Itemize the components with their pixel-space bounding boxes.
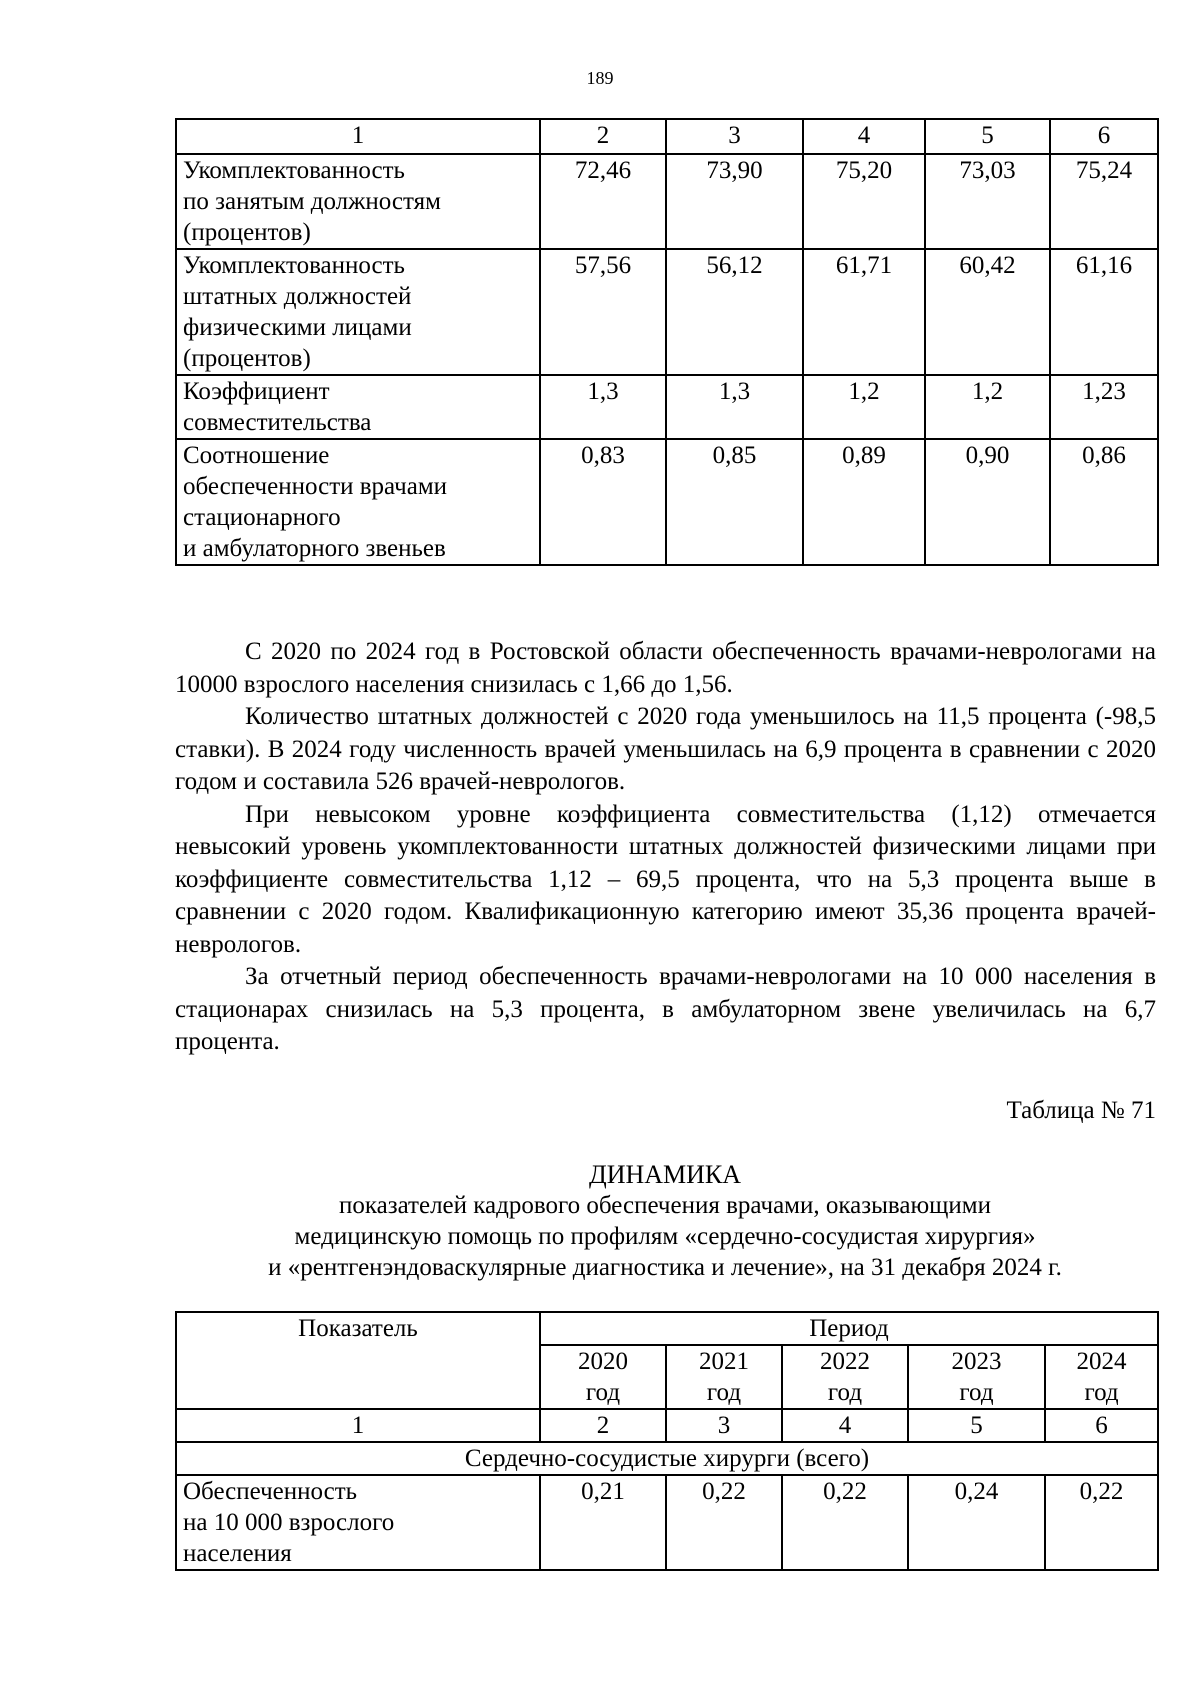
year-header: 2023 год bbox=[908, 1345, 1045, 1409]
section-row bbox=[176, 1442, 1158, 1475]
table-row bbox=[176, 1475, 1158, 1570]
table-cell: 1,3 bbox=[540, 375, 666, 439]
table-title bbox=[100, 1159, 1200, 1283]
column-number-row bbox=[176, 1409, 1158, 1442]
table-row bbox=[176, 249, 1158, 375]
column-number: 1 bbox=[176, 119, 540, 154]
row-label: Соотношение обеспеченности врачами стационарного и амбулаторного звеньев bbox=[176, 439, 540, 565]
table-cell: 0,22 bbox=[782, 1475, 908, 1570]
table-cell: 56,12 bbox=[666, 249, 803, 375]
table-cell: 0,22 bbox=[666, 1475, 782, 1570]
table-row bbox=[176, 154, 1158, 249]
header-row bbox=[176, 1312, 1158, 1345]
table-cell: 61,71 bbox=[803, 249, 925, 375]
table-cell: 57,56 bbox=[540, 249, 666, 375]
row-label: Укомплектованность по занятым должностям (процентов) bbox=[176, 154, 540, 249]
column-number: 4 bbox=[782, 1409, 908, 1442]
table-cell: 72,46 bbox=[540, 154, 666, 249]
column-number: 1 bbox=[176, 1409, 540, 1442]
table-cell: 73,90 bbox=[666, 154, 803, 249]
column-number: 3 bbox=[666, 1409, 782, 1442]
table-cell: 0,86 bbox=[1050, 439, 1158, 565]
table-cell: 0,22 bbox=[1045, 1475, 1158, 1570]
table-cell: 0,24 bbox=[908, 1475, 1045, 1570]
table-row bbox=[176, 439, 1158, 565]
table-cell: 0,89 bbox=[803, 439, 925, 565]
year-header: 2020 год bbox=[540, 1345, 666, 1409]
table-cell: 0,85 bbox=[666, 439, 803, 565]
column-number-row bbox=[176, 119, 1158, 154]
paragraph: При невысоком уровне коэффициента совместительства (1,12) отмечается невысокий уровень укомплектованности штатных должностей физическими лицами при коэффициенте совместительства 1,12 – 69,5 процента, что на 5,3 процента выше в сравнении с 2020 годом. Квалификационную категорию имеют 35,36 процента врачей-неврологов. bbox=[175, 800, 1156, 958]
table-cell: 0,21 bbox=[540, 1475, 666, 1570]
table-cell: 75,24 bbox=[1050, 154, 1158, 249]
year-header: 2021 год bbox=[666, 1345, 782, 1409]
table-cell: 75,20 bbox=[803, 154, 925, 249]
column-number: 6 bbox=[1045, 1409, 1158, 1442]
table-cell: 60,42 bbox=[925, 249, 1050, 375]
period-header: Период bbox=[540, 1312, 1158, 1345]
indicator-header: Показатель bbox=[176, 1312, 540, 1409]
body-text bbox=[175, 636, 1156, 1059]
table-cell: 1,2 bbox=[925, 375, 1050, 439]
title-line: и «рентгенэндоваскулярные диагностика и лечение», на 31 декабря 2024 г. bbox=[268, 1254, 1062, 1281]
title-line: медицинскую помощь по профилям «сердечно-сосудистая хирургия» bbox=[294, 1223, 1036, 1250]
table-cell: 0,83 bbox=[540, 439, 666, 565]
paragraph: С 2020 по 2024 год в Ростовской области обеспеченность врачами-неврологами на 10000 взрослого населения снизилась с 1,66 до 1,56. bbox=[175, 638, 1156, 698]
table-caption: Таблица № 71 bbox=[1006, 1097, 1156, 1124]
column-number: 2 bbox=[540, 119, 666, 154]
staffing-table-71 bbox=[175, 1311, 1159, 1571]
column-number: 6 bbox=[1050, 119, 1158, 154]
paragraph: За отчетный период обеспеченность врачами-неврологами на 10 000 населения в стационарах снизилась на 5,3 процента, в амбулаторном звене увеличилась на 6,7 процента. bbox=[175, 963, 1156, 1055]
table-cell: 1,3 bbox=[666, 375, 803, 439]
row-label: Обеспеченность на 10 000 взрослого населения bbox=[176, 1475, 540, 1570]
table-cell: 1,23 bbox=[1050, 375, 1158, 439]
staffing-table-continued bbox=[175, 118, 1159, 566]
title-line: показателей кадрового обеспечения врачами, оказывающими bbox=[338, 1192, 991, 1219]
column-number: 5 bbox=[908, 1409, 1045, 1442]
column-number: 5 bbox=[925, 119, 1050, 154]
table-cell: 0,90 bbox=[925, 439, 1050, 565]
page-number: 189 bbox=[586, 68, 614, 88]
table-cell: 1,2 bbox=[803, 375, 925, 439]
row-label: Укомплектованность штатных должностей физическими лицами (процентов) bbox=[176, 249, 540, 375]
year-header: 2022 год bbox=[782, 1345, 908, 1409]
title-main: ДИНАМИКА bbox=[588, 1160, 742, 1189]
table-cell: 73,03 bbox=[925, 154, 1050, 249]
paragraph: Количество штатных должностей с 2020 года уменьшилось на 11,5 процента (-98,5 ставки). В 2024 году численность врачей уменьшилась на 6,9 процента в сравнении с 2020 годом и составила 526 врачей-неврологов. bbox=[175, 703, 1156, 795]
table-cell: 61,16 bbox=[1050, 249, 1158, 375]
year-header: 2024 год bbox=[1045, 1345, 1158, 1409]
section-heading: Сердечно-сосудистые хирурги (всего) bbox=[176, 1442, 1158, 1475]
column-number: 4 bbox=[803, 119, 925, 154]
table-row bbox=[176, 375, 1158, 439]
column-number: 2 bbox=[540, 1409, 666, 1442]
row-label: Коэффициент совместительства bbox=[176, 375, 540, 439]
column-number: 3 bbox=[666, 119, 803, 154]
